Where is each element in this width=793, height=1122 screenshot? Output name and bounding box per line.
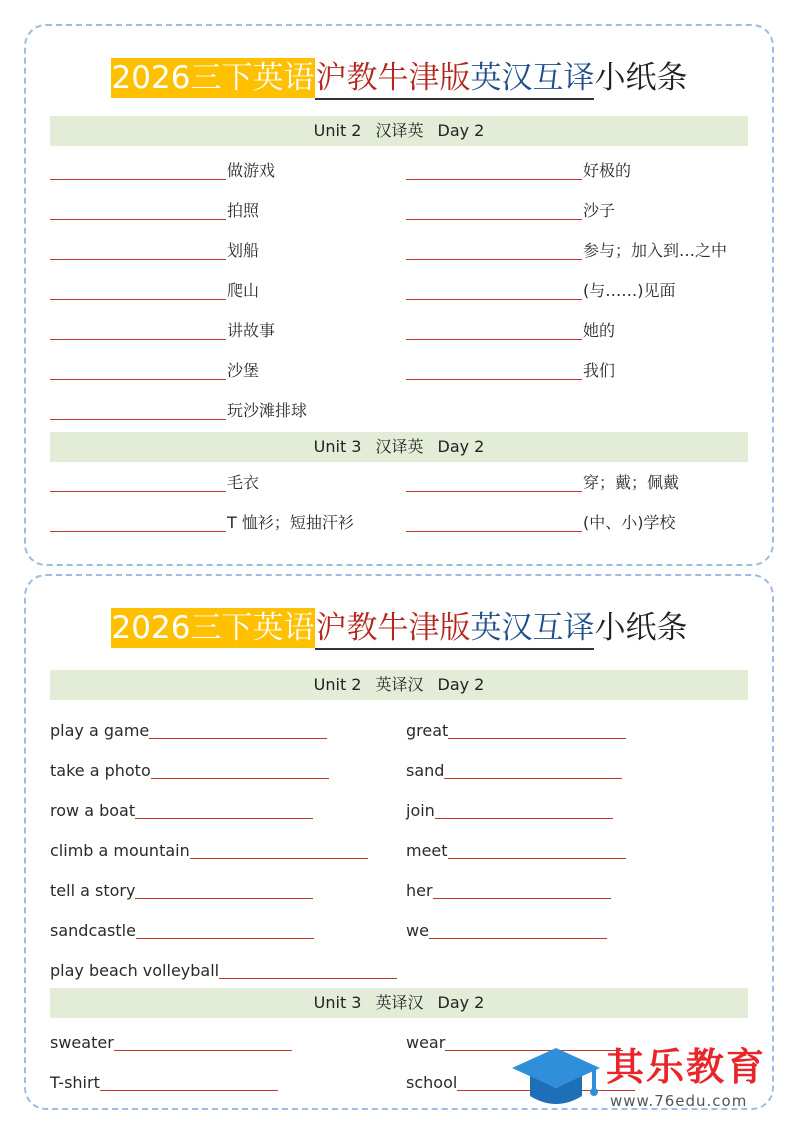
answer-line[interactable] (135, 898, 313, 899)
section-direction: 汉译英 (375, 121, 424, 140)
prompt-text: 做游戏 (227, 161, 276, 180)
title-tail: 小纸条 (594, 60, 688, 96)
section-unit: Unit 2 (313, 675, 362, 694)
answer-line[interactable] (433, 898, 611, 899)
section-header-unit3 (50, 432, 748, 462)
prompt-text: climb a mountain (50, 841, 190, 860)
prompt-text: T 恤衫；短抽汗衫 (227, 513, 354, 532)
section-direction: 英译汉 (375, 993, 424, 1012)
prompt-text: play beach volleyball (50, 961, 220, 980)
title-year: 2026三下英语 (111, 60, 315, 96)
prompt-text: sandcastle (50, 921, 136, 940)
list-item[interactable] (406, 836, 626, 862)
answer-line[interactable] (448, 738, 626, 739)
worksheet-en-to-zh (24, 574, 774, 1110)
worksheet-zh-to-en (24, 24, 774, 566)
section-direction: 英译汉 (375, 675, 424, 694)
brand-watermark (508, 1042, 793, 1120)
prompt-text: 她的 (583, 321, 616, 340)
prompt-text: 参与；加入到…之中 (583, 241, 728, 260)
prompt-text: join (406, 801, 435, 820)
title-mode: 英汉互译 (470, 608, 594, 650)
answer-line[interactable] (136, 938, 314, 939)
section-day: Day 2 (437, 437, 485, 456)
section-day: Day 2 (437, 675, 485, 694)
section-day: Day 2 (437, 993, 485, 1012)
answer-line[interactable] (448, 858, 626, 859)
list-item[interactable] (50, 716, 327, 742)
prompt-text: 我们 (583, 361, 616, 380)
answer-line[interactable] (50, 531, 226, 532)
worksheet-title (26, 608, 772, 650)
answer-line[interactable] (406, 379, 582, 380)
list-item[interactable] (406, 716, 626, 742)
prompt-text: wear (406, 1033, 446, 1052)
answer-line[interactable] (50, 339, 226, 340)
brand-url: www.76edu.com (610, 1092, 748, 1110)
answer-line[interactable] (429, 938, 607, 939)
answer-line[interactable] (50, 179, 226, 180)
prompt-text: 爬山 (227, 281, 260, 300)
answer-line[interactable] (444, 778, 622, 779)
brand-name: 其乐教育 (606, 1045, 767, 1089)
answer-line[interactable] (50, 419, 226, 420)
title-tail: 小纸条 (594, 610, 688, 646)
prompt-text: her (406, 881, 433, 900)
list-item[interactable] (50, 916, 314, 942)
prompt-text: meet (406, 841, 448, 860)
prompt-text: take a photo (50, 761, 151, 780)
prompt-text: 玩沙滩排球 (227, 401, 308, 420)
list-item[interactable] (50, 876, 313, 902)
prompt-text: 沙堡 (227, 361, 260, 380)
answer-line[interactable] (406, 259, 582, 260)
prompt-text: sand (406, 761, 445, 780)
answer-line[interactable] (406, 219, 582, 220)
answer-line[interactable] (135, 818, 313, 819)
answer-line[interactable] (406, 491, 582, 492)
section-header-unit2 (50, 116, 748, 146)
answer-line[interactable] (50, 379, 226, 380)
prompt-text: (与……)见面 (583, 281, 676, 300)
prompt-text: 穿；戴；佩戴 (583, 473, 680, 492)
answer-line[interactable] (219, 978, 397, 979)
prompt-text: row a boat (50, 801, 136, 820)
answer-line[interactable] (406, 531, 582, 532)
list-item[interactable] (50, 796, 313, 822)
worksheet-title (26, 58, 772, 100)
prompt-text: 毛衣 (227, 473, 260, 492)
answer-line[interactable] (435, 818, 613, 819)
prompt-text: school (406, 1073, 458, 1092)
prompt-text: sweater (50, 1033, 114, 1052)
answer-line[interactable] (406, 339, 582, 340)
prompt-text: play a game (50, 721, 150, 740)
prompt-text: we (406, 921, 429, 940)
list-item[interactable] (406, 916, 607, 942)
section-direction: 汉译英 (375, 437, 424, 456)
list-item[interactable] (406, 796, 613, 822)
answer-line[interactable] (190, 858, 368, 859)
list-item[interactable] (406, 756, 622, 782)
list-item[interactable] (50, 756, 329, 782)
prompt-text: 讲故事 (227, 321, 276, 340)
list-item[interactable] (406, 876, 611, 902)
list-item[interactable] (50, 836, 368, 862)
answer-line[interactable] (50, 491, 226, 492)
prompt-text: 划船 (227, 241, 260, 260)
answer-line[interactable] (406, 299, 582, 300)
answer-line[interactable] (50, 219, 226, 220)
answer-line[interactable] (114, 1050, 292, 1051)
section-unit: Unit 3 (313, 993, 362, 1012)
title-publisher: 沪教牛津版 (315, 608, 470, 650)
list-item[interactable] (50, 1028, 292, 1054)
list-item[interactable] (50, 956, 397, 982)
answer-line[interactable] (151, 778, 329, 779)
answer-line[interactable] (406, 179, 582, 180)
section-unit: Unit 3 (313, 437, 362, 456)
title-mode: 英汉互译 (470, 58, 594, 100)
prompt-text: T-shirt (50, 1073, 100, 1092)
answer-line[interactable] (50, 299, 226, 300)
section-header-unit3 (50, 988, 748, 1018)
title-year: 2026三下英语 (111, 610, 315, 646)
answer-line[interactable] (149, 738, 327, 739)
graduation-cap-icon (508, 1042, 604, 1114)
prompt-text: 拍照 (227, 201, 260, 220)
title-publisher: 沪教牛津版 (315, 58, 470, 100)
prompt-text: great (406, 721, 449, 740)
section-day: Day 2 (437, 121, 485, 140)
prompt-text: 沙子 (583, 201, 616, 220)
section-unit: Unit 2 (313, 121, 362, 140)
prompt-text: 好极的 (583, 161, 632, 180)
answer-line[interactable] (100, 1090, 278, 1091)
prompt-text: (中、小)学校 (583, 513, 676, 532)
answer-line[interactable] (50, 259, 226, 260)
section-header-unit2 (50, 670, 748, 700)
list-item[interactable] (50, 1068, 278, 1094)
prompt-text: tell a story (50, 881, 136, 900)
